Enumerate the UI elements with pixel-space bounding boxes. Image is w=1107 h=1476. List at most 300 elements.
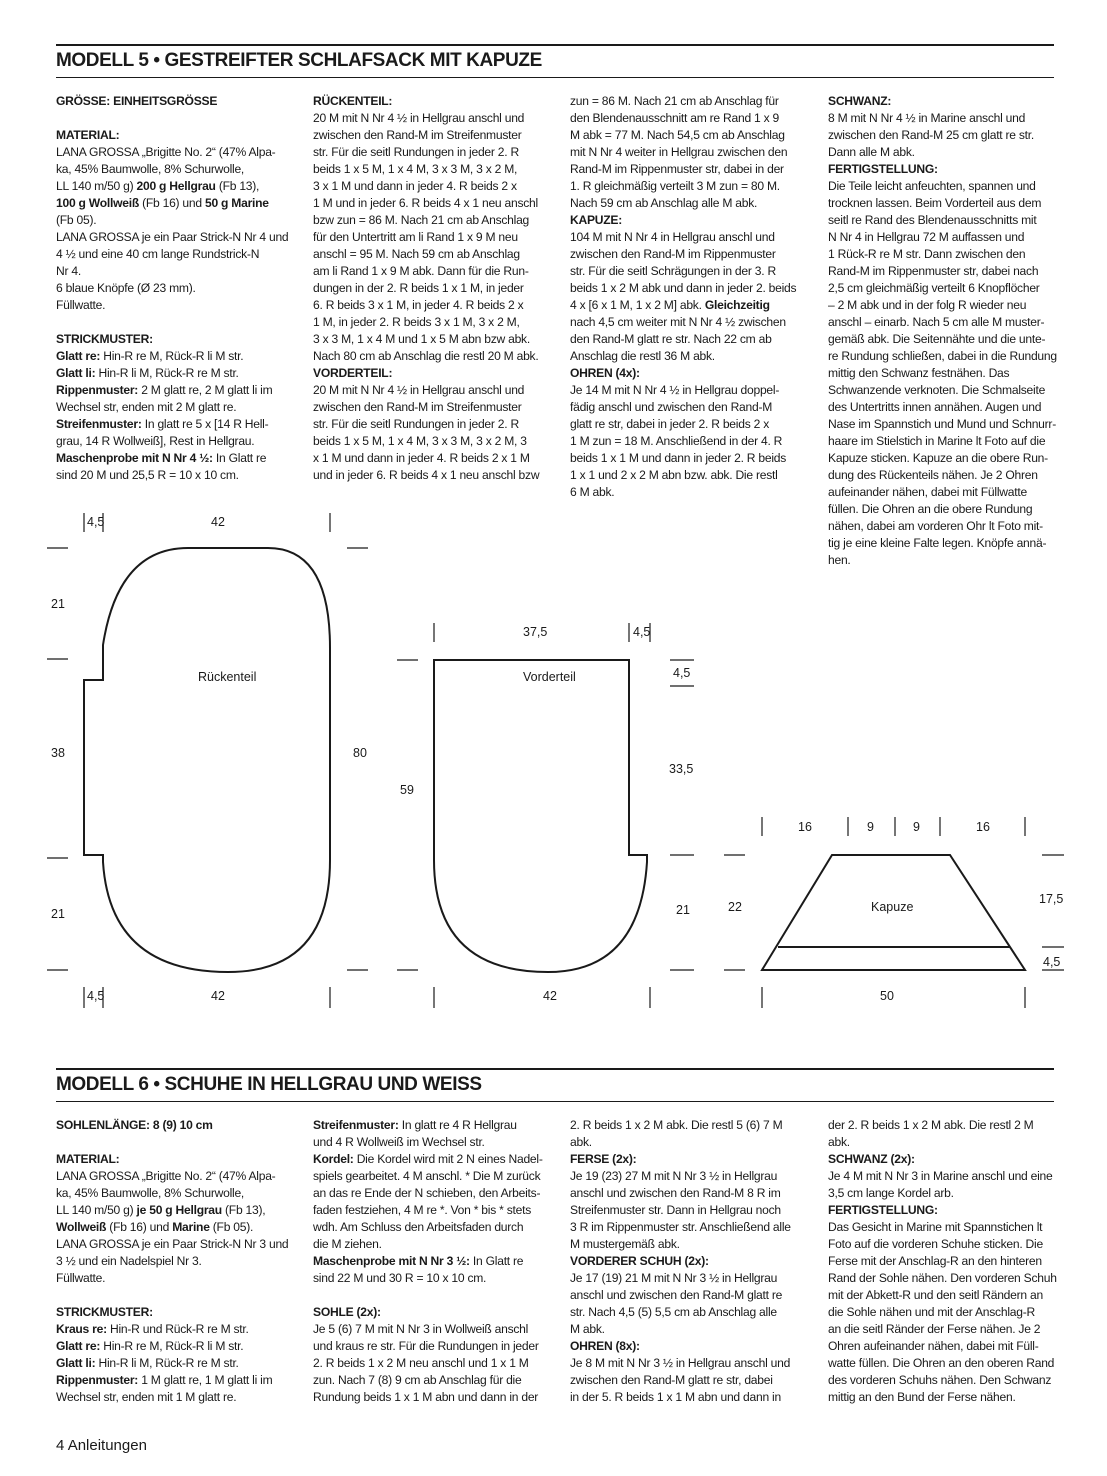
- text-line: [570, 314, 802, 331]
- body-text: gemäß abk. Die Seitennähte und die unte-: [828, 332, 1046, 346]
- body-text: 4 x [6 x 1 M, 1 x 2 M] abk.: [570, 298, 705, 312]
- text-line: [313, 314, 545, 331]
- text-line: [828, 314, 1058, 331]
- text-line: [828, 501, 1058, 518]
- body-text: zun. Nach 7 (8) 9 cm ab Anschlag für die: [313, 1373, 522, 1387]
- body-text: 1 Rück-R re M str. Dann zwischen den: [828, 247, 1026, 261]
- rueckenteil-diagram: [84, 548, 330, 972]
- text-line: [313, 1355, 545, 1372]
- text-line: [313, 348, 545, 365]
- modell5-col3: [570, 93, 802, 501]
- body-text: der 2. R beids 1 x 2 M abk. Die restl 2 M: [828, 1118, 1034, 1132]
- text-line: [828, 1168, 1058, 1185]
- text-line: [313, 1287, 545, 1304]
- text-line: [570, 1219, 802, 1236]
- text-line: [313, 450, 545, 467]
- text-line: [828, 1219, 1058, 1236]
- dim-label: 22: [728, 900, 742, 914]
- text-line: [828, 450, 1058, 467]
- body-text: wdh. Am Schluss den Arbeitsfaden durch: [313, 1220, 524, 1234]
- dim-label: 37,5: [523, 625, 548, 639]
- text-line: [56, 365, 291, 382]
- body-text: 6. R beids 3 x 1 M, in jeder 4. R beids 2 x: [313, 298, 524, 312]
- body-text: anschl – einarb. Nach 5 cm alle M muster-: [828, 315, 1045, 329]
- body-text: re Rundung schließen, dabei in die Rundung: [828, 349, 1057, 363]
- body-text: füllen. Die Ohren an die obere Rundung: [828, 502, 1033, 516]
- text-line: [313, 229, 545, 246]
- text-line: [828, 1287, 1058, 1304]
- body-text: Je 5 (6) 7 M mit N Nr 3 in Wollweiß anschl: [313, 1322, 529, 1336]
- text-line: [56, 314, 291, 331]
- section-label: Anleitungen: [67, 1437, 147, 1454]
- body-text: trocknen lassen. Beim Vorderteil aus dem: [828, 196, 1042, 210]
- body-text: Schwanzende verknoten. Die Schmalseite: [828, 383, 1046, 397]
- text-line: [56, 1219, 291, 1236]
- text-line: [570, 1236, 802, 1253]
- body-text: Dann alle M abk.: [828, 145, 915, 159]
- body-text: 3,5 cm lange Kordel arb.: [828, 1186, 954, 1200]
- body-text: (Fb 05).: [209, 1220, 254, 1234]
- text-line: [828, 1253, 1058, 1270]
- text-line: [828, 93, 1058, 110]
- text-line: [828, 246, 1058, 263]
- body-text: Hin-R und Rück-R re M str.: [106, 1322, 249, 1336]
- text-line: [313, 467, 545, 484]
- body-text: Foto auf die vorderen Schuhe sticken. Die: [828, 1237, 1043, 1251]
- text-line: [828, 1338, 1058, 1355]
- text-line: [828, 195, 1058, 212]
- body-text: anschl und zwischen den Rand-M glatt re: [570, 1288, 783, 1302]
- modell6-col4: [828, 1117, 1058, 1406]
- text-line: [570, 144, 802, 161]
- text-line: [828, 433, 1058, 450]
- bold-text: MATERIAL:: [56, 128, 120, 142]
- text-line: [570, 297, 802, 314]
- text-line: [313, 195, 545, 212]
- text-line: [313, 331, 545, 348]
- body-text: Kapuze sticken. Kapuze an die obere Run-: [828, 451, 1048, 465]
- text-line: [570, 1389, 802, 1406]
- dim-label: 42: [543, 989, 557, 1003]
- text-line: [56, 1202, 291, 1219]
- modell6-col1: [56, 1117, 291, 1406]
- text-line: [570, 1321, 802, 1338]
- text-line: [828, 297, 1058, 314]
- text-line: [570, 127, 802, 144]
- body-text: am li Rand 1 x 9 M abk. Dann für die Run-: [313, 264, 529, 278]
- body-text: 1 M glatt re, 1 M glatt li im: [138, 1373, 273, 1387]
- text-line: [313, 280, 545, 297]
- text-line: [570, 1304, 802, 1321]
- text-line: [56, 1134, 291, 1151]
- body-text: anschl und zwischen den Rand-M 8 R im: [570, 1186, 781, 1200]
- bold-text: OHREN (8x):: [570, 1339, 640, 1353]
- text-line: [828, 535, 1058, 552]
- body-text: Füllwatte.: [56, 298, 106, 312]
- modell5-heading: [56, 44, 1054, 72]
- body-text: spiels gearbeitet. 4 M anschl. * Die M zurück: [313, 1169, 541, 1183]
- dim-label: 9: [867, 820, 874, 834]
- body-text: Je 17 (19) 21 M mit N Nr 3 ½ in Hellgrau: [570, 1271, 778, 1285]
- body-text: mittig an den Bund der Ferse nähen.: [828, 1390, 1016, 1404]
- body-text: In Glatt re: [212, 451, 267, 465]
- body-text: zwischen den Rand-M im Streifenmuster: [313, 400, 522, 414]
- text-line: [570, 1134, 802, 1151]
- bold-text: VORDERTEIL:: [313, 366, 393, 380]
- body-text: des Untertritts innen annähen. Augen und: [828, 400, 1042, 414]
- bold-text: GRÖSSE: EINHEITSGRÖSSE: [56, 94, 218, 108]
- text-line: [56, 1338, 291, 1355]
- bold-text: MATERIAL:: [56, 1152, 120, 1166]
- bold-text: RÜCKENTEIL:: [313, 94, 393, 108]
- body-text: Die Kordel wird mit 2 N eines Nadel-: [353, 1152, 543, 1166]
- body-text: an das re Ende der N schieben, den Arbeits-: [313, 1186, 541, 1200]
- text-line: [828, 518, 1058, 535]
- bold-text: Streifenmuster:: [56, 417, 142, 431]
- body-text: dung des Rückenteils nähen. Je 2 Ohren: [828, 468, 1038, 482]
- kapuze-label: Kapuze: [871, 900, 914, 914]
- text-line: [56, 280, 291, 297]
- text-line: [828, 1202, 1058, 1219]
- body-text: abk.: [570, 1135, 592, 1149]
- dim-label: 16: [976, 820, 990, 834]
- bold-text: FERTIGSTELLUNG:: [828, 162, 938, 176]
- text-line: [828, 1389, 1058, 1406]
- body-text: die M ziehen.: [313, 1237, 382, 1251]
- text-line: [56, 1304, 291, 1321]
- vorderteil-label: Vorderteil: [523, 670, 576, 684]
- text-line: [56, 1117, 291, 1134]
- text-line: [56, 127, 291, 144]
- bold-text: Wollweiß: [56, 1220, 107, 1234]
- body-text: M abk = 77 M. Nach 54,5 cm ab Anschlag: [570, 128, 785, 142]
- body-text: nach 4,5 cm weiter mit N Nr 4 ½ zwischen: [570, 315, 786, 329]
- dim-label: 4,5: [87, 989, 105, 1003]
- text-line: [828, 552, 1058, 569]
- bold-text: Kraus re:: [56, 1322, 107, 1336]
- text-line: [56, 212, 291, 229]
- body-text: seitl re Rand des Blendenausschnitts mit: [828, 213, 1037, 227]
- modell5-col4: [828, 93, 1058, 569]
- dim-label: 21: [51, 597, 65, 611]
- bold-text: Glatt li:: [56, 366, 96, 380]
- text-line: [828, 365, 1058, 382]
- body-text: Anschlag die restl 36 M abk.: [570, 349, 715, 363]
- body-text: In Glatt re: [469, 1254, 524, 1268]
- dim-label: 4,5: [1043, 955, 1061, 969]
- text-line: [313, 1185, 545, 1202]
- text-line: [570, 1372, 802, 1389]
- body-text: zwischen den Rand-M glatt re str, dabei: [570, 1373, 773, 1387]
- modell6-col3: [570, 1117, 802, 1406]
- body-text: zun = 86 M. Nach 21 cm ab Anschlag für: [570, 94, 779, 108]
- body-text: 3 x 1 M und dann in jeder 4. R beids 2 x: [313, 179, 517, 193]
- text-line: [570, 382, 802, 399]
- text-line: [56, 382, 291, 399]
- dim-label: 17,5: [1039, 892, 1064, 906]
- text-line: [56, 1236, 291, 1253]
- text-line: [570, 365, 802, 382]
- text-line: [313, 178, 545, 195]
- body-text: nähen, dabei am vorderen Ohr lt Foto mit-: [828, 519, 1043, 533]
- page-footer: [56, 1437, 147, 1454]
- text-line: [56, 195, 291, 212]
- body-text: mit der Abkett-R und den seitl Rändern an: [828, 1288, 1043, 1302]
- text-line: [313, 93, 545, 110]
- text-line: [313, 1338, 545, 1355]
- body-text: Rundung beids 1 x 1 M abn und dann in der: [313, 1390, 539, 1404]
- dim-label: 42: [211, 989, 225, 1003]
- text-line: [828, 263, 1058, 280]
- bold-text: SOHLENLÄNGE: 8 (9) 10 cm: [56, 1118, 213, 1132]
- dim-label: 4,5: [673, 666, 691, 680]
- body-text: 8 M mit N Nr 4 ½ in Marine anschl und: [828, 111, 1026, 125]
- bold-text: STRICKMUSTER:: [56, 332, 153, 346]
- body-text: Hin-R li M, Rück-R re M str.: [95, 366, 239, 380]
- text-line: [828, 1372, 1058, 1389]
- body-text: bzw zun = 86 M. Nach 21 cm ab Anschlag: [313, 213, 530, 227]
- text-line: [56, 433, 291, 450]
- body-text: 2. R beids 1 x 2 M neu anschl und 1 x 1 M: [313, 1356, 529, 1370]
- bold-text: SCHWANZ (2x):: [828, 1152, 915, 1166]
- body-text: sind 22 M und 30 R = 10 x 10 cm.: [313, 1271, 487, 1285]
- text-line: [828, 399, 1058, 416]
- bold-text: 200 g Hellgrau: [136, 179, 216, 193]
- text-line: [56, 331, 291, 348]
- text-line: [828, 331, 1058, 348]
- bold-text: FERTIGSTELLUNG:: [828, 1203, 938, 1217]
- body-text: LANA GROSSA „Brigitte No. 2“ (47% Alpa-: [56, 1169, 276, 1183]
- dim-label: 38: [51, 746, 65, 760]
- text-line: [56, 246, 291, 263]
- body-text: str. Für die seitl Schrägungen in der 3. R: [570, 264, 776, 278]
- text-line: [313, 161, 545, 178]
- text-line: [828, 178, 1058, 195]
- body-text: 20 M mit N Nr 4 ½ in Hellgrau anschl und: [313, 383, 525, 397]
- body-text: str. Nach 4,5 (5) 5,5 cm ab Anschlag alle: [570, 1305, 777, 1319]
- text-line: [56, 1151, 291, 1168]
- bold-text: KAPUZE:: [570, 213, 622, 227]
- body-text: glatt re str, dabei in jeder 2. R beids 2 x: [570, 417, 769, 431]
- vorderteil-diagram: [434, 660, 647, 972]
- body-text: Das Gesicht in Marine mit Spannstichen lt: [828, 1220, 1043, 1234]
- body-text: mit N Nr 4 weiter in Hellgrau zwischen den: [570, 145, 788, 159]
- text-line: [56, 263, 291, 280]
- body-text: beids 1 x 5 M, 1 x 4 M, 3 x 3 M, 3 x 2 M,: [313, 162, 518, 176]
- bold-text: Maschenprobe mit N Nr 4 ½:: [56, 451, 213, 465]
- text-line: [570, 178, 802, 195]
- body-text: Hin-R re M, Rück-R li M str.: [100, 1339, 244, 1353]
- bold-text: Maschenprobe mit N Nr 3 ½:: [313, 1254, 470, 1268]
- text-line: [56, 1185, 291, 1202]
- text-line: [570, 1168, 802, 1185]
- body-text: 20 M mit N Nr 4 ½ in Hellgrau anschl und: [313, 111, 525, 125]
- text-line: [313, 127, 545, 144]
- body-text: N Nr 4 in Hellgrau 72 M auffassen und: [828, 230, 1025, 244]
- text-line: [570, 1355, 802, 1372]
- body-text: Hin-R re M, Rück-R li M str.: [100, 349, 244, 363]
- text-line: [570, 1287, 802, 1304]
- bold-text: 100 g Wollweiß: [56, 196, 139, 210]
- text-line: [313, 144, 545, 161]
- text-line: [313, 1202, 545, 1219]
- body-text: 6 blaue Knöpfe (Ø 23 mm).: [56, 281, 196, 295]
- text-line: [313, 212, 545, 229]
- text-line: [56, 1287, 291, 1304]
- body-text: den Rand-M glatt re str. Nach 22 cm ab: [570, 332, 772, 346]
- text-line: [56, 399, 291, 416]
- body-text: beids 1 x 2 M abk und dann in jeder 2. beids: [570, 281, 797, 295]
- body-text: Ohren aufeinander nähen, dabei mit Füll-: [828, 1339, 1039, 1353]
- body-text: Je 8 M mit N Nr 3 ½ in Hellgrau anschl und: [570, 1356, 791, 1370]
- body-text: tig je eine kleine Falte legen. Knöpfe annä-: [828, 536, 1047, 550]
- text-line: [570, 1185, 802, 1202]
- text-line: [570, 161, 802, 178]
- body-text: str. Für die seitl Rundungen in jeder 2. R: [313, 417, 519, 431]
- text-line: [570, 263, 802, 280]
- body-text: 104 M mit N Nr 4 in Hellgrau anschl und: [570, 230, 775, 244]
- body-text: ka, 45% Baumwolle, 8% Schurwolle,: [56, 1186, 245, 1200]
- page-number: 4: [56, 1437, 65, 1454]
- body-text: Rand-M im Rippenmuster str, dabei in der: [570, 162, 784, 176]
- text-line: [313, 1134, 545, 1151]
- text-line: [828, 1151, 1058, 1168]
- text-line: [313, 297, 545, 314]
- text-line: [313, 1168, 545, 1185]
- text-line: [828, 1321, 1058, 1338]
- dim-label: 4,5: [87, 515, 105, 529]
- text-line: [313, 1372, 545, 1389]
- bold-text: Glatt li:: [56, 1356, 96, 1370]
- text-line: [828, 212, 1058, 229]
- body-text: des vorderen Schuhs nähen. Den Schwanz: [828, 1373, 1052, 1387]
- text-line: [570, 399, 802, 416]
- rueckenteil-dims: [47, 513, 368, 1008]
- text-line: [828, 229, 1058, 246]
- bold-text: Streifenmuster:: [313, 1118, 399, 1132]
- text-line: [56, 416, 291, 433]
- dim-label: 16: [798, 820, 812, 834]
- body-text: 3 x 3 M, 1 x 4 M und 1 x 5 M abn bzw abk.: [313, 332, 530, 346]
- body-text: In glatt re 5 x [14 R Hell-: [141, 417, 269, 431]
- body-text: LL 140 m/50 g): [56, 179, 137, 193]
- text-line: [828, 144, 1058, 161]
- dim-label: 59: [400, 783, 414, 797]
- dim-label: 9: [913, 820, 920, 834]
- bold-text: SOHLE (2x):: [313, 1305, 381, 1319]
- body-text: aufeinander nähen, dabei mit Füllwatte: [828, 485, 1027, 499]
- bold-text: SCHWANZ:: [828, 94, 892, 108]
- text-line: [828, 348, 1058, 365]
- body-text: In glatt re 4 R Hellgrau: [398, 1118, 517, 1132]
- text-line: [56, 1253, 291, 1270]
- text-line: [570, 246, 802, 263]
- body-text: und in jeder 6. R beids 4 x 1 neu anschl bzw: [313, 468, 540, 482]
- body-text: Nr 4.: [56, 264, 81, 278]
- bold-text: Rippenmuster:: [56, 383, 139, 397]
- text-line: [56, 110, 291, 127]
- text-line: [56, 229, 291, 246]
- body-text: 3 R im Rippenmuster str. Anschließend alle: [570, 1220, 791, 1234]
- body-text: Wechsel str, enden mit 2 M glatt re.: [56, 400, 237, 414]
- text-line: [56, 348, 291, 365]
- body-text: Die Teile leicht anfeuchten, spannen und: [828, 179, 1036, 193]
- body-text: – 2 M abk und in der folg R wieder neu: [828, 298, 1027, 312]
- text-line: [313, 1117, 545, 1134]
- body-text: (Fb 05).: [56, 213, 97, 227]
- text-line: [56, 297, 291, 314]
- modell6-title: MODELL 6 • SCHUHE IN HELLGRAU UND WEISS: [56, 1074, 482, 1095]
- text-line: [570, 348, 802, 365]
- body-text: 2. R beids 1 x 2 M abk. Die restl 5 (6) 7 M: [570, 1118, 783, 1132]
- text-line: [313, 1270, 545, 1287]
- bold-text: VORDERER SCHUH (2x):: [570, 1254, 709, 1268]
- body-text: 2 M glatt re, 2 M glatt li im: [138, 383, 273, 397]
- text-line: [313, 1151, 545, 1168]
- text-line: [313, 399, 545, 416]
- text-line: [828, 1117, 1058, 1134]
- text-line: [828, 467, 1058, 484]
- bold-text: Glatt re:: [56, 349, 101, 363]
- bold-text: Rippenmuster:: [56, 1373, 139, 1387]
- text-line: [570, 195, 802, 212]
- body-text: 4 ½ und eine 40 cm lange Rundstrick-N: [56, 247, 260, 261]
- bold-text: OHREN (4x):: [570, 366, 640, 380]
- body-text: Wechsel str, enden mit 1 M glatt re.: [56, 1390, 237, 1404]
- bold-text: Gleichzeitig: [704, 298, 770, 312]
- body-text: 1. R gleichmäßig verteilt 3 M zun = 80 M.: [570, 179, 780, 193]
- text-line: [570, 280, 802, 297]
- body-text: sind 20 M und 25,5 R = 10 x 10 cm.: [56, 468, 239, 482]
- body-text: anschl = 95 M. Nach 59 cm ab Anschlag: [313, 247, 520, 261]
- text-line: [570, 1253, 802, 1270]
- dim-label: 80: [353, 746, 367, 760]
- text-line: [828, 1185, 1058, 1202]
- body-text: LANA GROSSA je ein Paar Strick-N Nr 3 und: [56, 1237, 289, 1251]
- text-line: [56, 93, 291, 110]
- kapuze-diagram: [762, 855, 1025, 970]
- kapuze-dims: [724, 817, 1064, 1008]
- body-text: mittig den Schwanz festnähen. Das: [828, 366, 1010, 380]
- text-line: [570, 1202, 802, 1219]
- text-line: [313, 263, 545, 280]
- text-line: [313, 246, 545, 263]
- text-line: [56, 1321, 291, 1338]
- body-text: (Fb 13),: [221, 1203, 266, 1217]
- body-text: LANA GROSSA „Brigitte No. 2“ (47% Alpa-: [56, 145, 276, 159]
- text-line: [56, 450, 291, 467]
- body-text: faden festziehen, 4 M re *. Von * bis * stets: [313, 1203, 531, 1217]
- bold-text: FERSE (2x):: [570, 1152, 637, 1166]
- body-text: die Sohle nähen und mit der Anschlag-R: [828, 1305, 1035, 1319]
- text-line: [570, 416, 802, 433]
- text-line: [570, 467, 802, 484]
- body-text: für den Untertritt am li Rand 1 x 9 M neu: [313, 230, 518, 244]
- text-line: [56, 467, 291, 484]
- body-text: 1 x 1 und 2 x 2 M abn bzw. abk. Die restl: [570, 468, 778, 482]
- body-text: und 4 R Wollweiß im Wechsel str.: [313, 1135, 485, 1149]
- text-line: [313, 1253, 545, 1270]
- text-line: [313, 110, 545, 127]
- text-line: [56, 1372, 291, 1389]
- text-line: [570, 484, 802, 501]
- heading-rule: [56, 1101, 1054, 1102]
- dim-label: 4,5: [633, 625, 651, 639]
- body-text: Je 4 M mit N Nr 3 in Marine anschl und eine: [828, 1169, 1053, 1183]
- body-text: Füllwatte.: [56, 1271, 106, 1285]
- body-text: beids 1 x 1 M und dann in jeder 2. R beids: [570, 451, 787, 465]
- vorderteil-dims: [397, 623, 694, 1008]
